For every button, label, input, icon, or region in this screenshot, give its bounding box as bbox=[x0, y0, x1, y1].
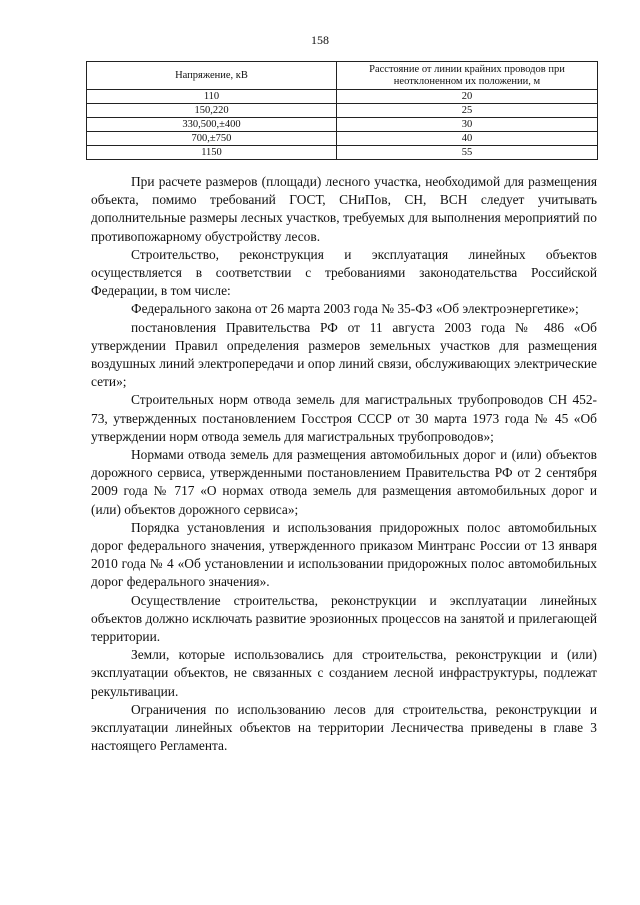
table-row bbox=[87, 90, 598, 104]
paragraph-road-norms: Нормами отвода земель для размещения автомобильных дорог и (или) объектов дорожного сервиса, утвержденными постановлением Правительства РФ от 2 сентября 2009 года № 717 «О нормах отвода земель для размещения автомобильных дорог и (или) объектов дорожного сервиса»; bbox=[91, 447, 597, 517]
table-cell-voltage: 330,500,±400 bbox=[87, 118, 337, 132]
paragraph-recultivation: Земли, которые использовались для строительства, реконструкции и (или) эксплуатации объектов, не связанных с созданием лесной инфраструктуры, подлежат рекультивации. bbox=[91, 647, 597, 699]
paragraph-construction-norms: Строительных норм отвода земель для магистральных трубопроводов СН 452-73, утвержденных постановлением Госстроя СССР от 30 марта 1973 года № 45 «Об утверждении норм отвода земель для магистральных трубопроводов»; bbox=[91, 392, 597, 444]
table-cell-distance: 55 bbox=[337, 146, 598, 160]
table-row bbox=[87, 132, 598, 146]
voltage-distance-table bbox=[86, 61, 598, 160]
table-cell-voltage: 150,220 bbox=[87, 104, 337, 118]
paragraph-roadside-strips: Порядка установления и использования придорожных полос автомобильных дорог федерального значения, утвержденного приказом Минтранс России от 13 января 2010 года № 4 «Об установлении и использовании придорожных полос автомобильных дорог федерального значения». bbox=[91, 519, 597, 590]
table-row bbox=[87, 104, 598, 118]
table-row bbox=[87, 146, 598, 160]
table-cell-voltage: 1150 bbox=[87, 146, 337, 160]
header-voltage: Напряжение, кВ bbox=[87, 62, 337, 90]
table-cell-voltage: 700,±750 bbox=[87, 132, 337, 146]
paragraph-erosion: Осуществление строительства, реконструкции и эксплуатации линейных объектов должно исключать развитие эрозионных процессов на занятой и прилегающей территории. bbox=[91, 592, 597, 645]
paragraph-fire-safety: При расчете размеров (площади) лесного участка, необходимой для размещения объекта, помимо требований ГОСТ, СНиПов, СН, ВСН следует учитывать дополнительные размеры лесных участков, требуемых для выполнения мероприятий по противопожарному обустройству лесов. bbox=[91, 174, 597, 244]
table-cell-voltage: 110 bbox=[87, 90, 337, 104]
table-cell-distance: 30 bbox=[337, 118, 598, 132]
header-distance: Расстояние от линии крайних проводов при неотклоненном их положении, м bbox=[337, 62, 598, 90]
table-cell-distance: 40 bbox=[337, 132, 598, 146]
paragraph-federal-law: Федерального закона от 26 марта 2003 года № 35-ФЗ «Об электроэнергетике»; bbox=[131, 301, 579, 317]
paragraph-restrictions: Ограничения по использованию лесов для строительства, реконструкции и эксплуатации линейных объектов на территории Лесничества приведены в главе 3 настоящего Регламента. bbox=[91, 701, 597, 754]
table-cell-distance: 20 bbox=[337, 90, 598, 104]
table-row bbox=[87, 118, 598, 132]
body-text bbox=[91, 173, 597, 756]
table-header-row bbox=[87, 62, 598, 90]
paragraph-government-decree-486: постановления Правительства РФ от 11 августа 2003 года № 486 «Об утверждении Правил определения размеров земельных участков для размещения воздушных линий электропередачи и опор линий связи, обслуживающих электрические сети»; bbox=[91, 319, 597, 390]
page-number: 158 bbox=[311, 33, 329, 47]
table-cell-distance: 25 bbox=[337, 104, 598, 118]
paragraph-legislation-intro: Строительство, реконструкция и эксплуатация линейных объектов осуществляется в соответствии с требованиями законодательства Российской Федерации, в том числе: bbox=[91, 246, 597, 299]
